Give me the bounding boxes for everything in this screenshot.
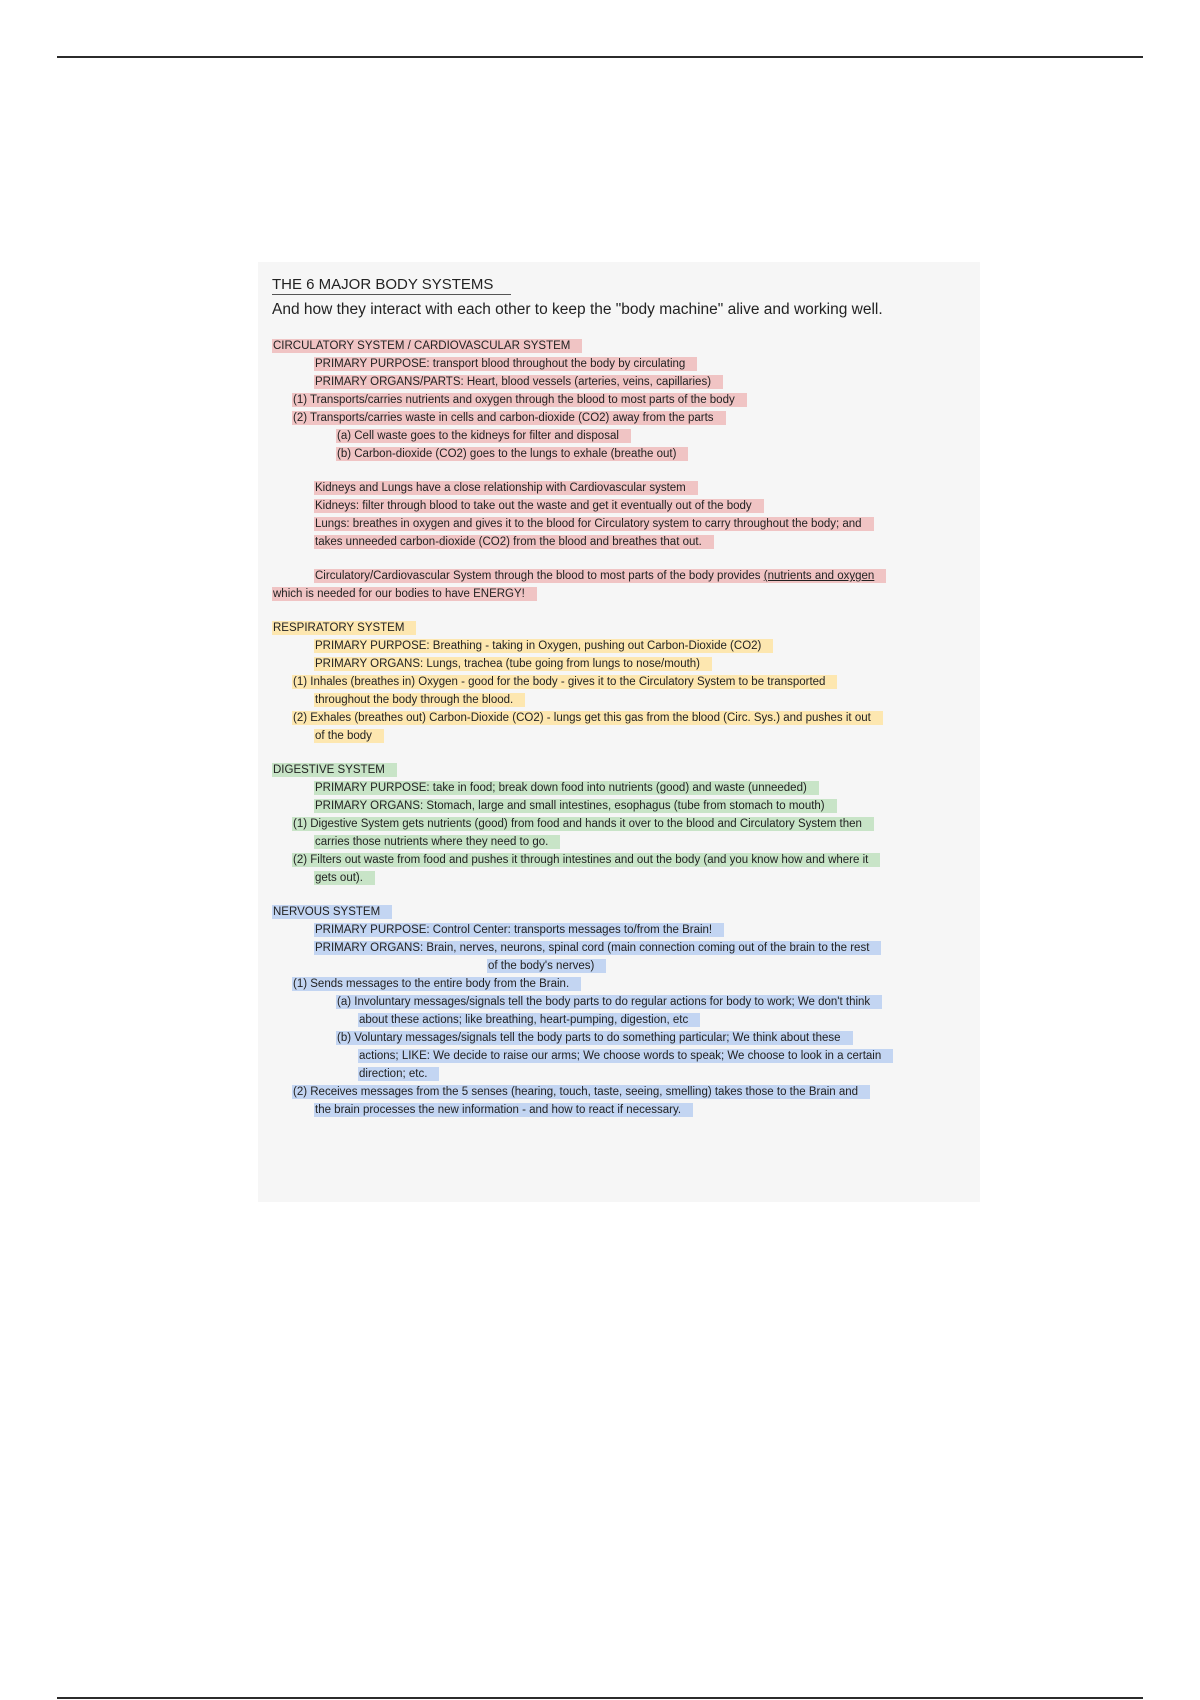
- document-title: THE 6 MAJOR BODY SYSTEMS: [272, 276, 511, 295]
- nervous-heading: NERVOUS SYSTEM: [272, 905, 392, 919]
- digestive-purpose: PRIMARY PURPOSE: take in food; break down food into nutrients (good) and waste (unneeded): [314, 781, 819, 795]
- nervous-item-1a-cont: about these actions; like breathing, heart-pumping, digestion, etc: [358, 1013, 700, 1027]
- nervous-item-1: (1) Sends messages to the entire body from the Brain.: [292, 977, 581, 991]
- respiratory-section: [272, 619, 972, 745]
- nervous-section: [272, 903, 972, 1119]
- circulatory-lungs-line-2: takes unneeded carbon-dioxide (CO2) from the blood and breathes that out.: [314, 535, 714, 549]
- digestive-item-1-cont: carries those nutrients where they need to go.: [314, 835, 560, 849]
- respiratory-item-2: (2) Exhales (breathes out) Carbon-Dioxide (CO2) - lungs get this gas from the blood (Circ. Sys.) and pushes it out: [292, 711, 883, 725]
- circulatory-summary: Circulatory/Cardiovascular System through the blood to most parts of the body provides: [315, 570, 764, 582]
- nervous-item-1b-cont-2: direction; etc.: [358, 1067, 439, 1081]
- circulatory-heading: CIRCULATORY SYSTEM / CARDIOVASCULAR SYSTEM: [272, 339, 582, 353]
- respiratory-item-2-cont: of the body: [314, 729, 384, 743]
- circulatory-relation: Kidneys and Lungs have a close relationship with Cardiovascular system: [314, 481, 698, 495]
- digestive-item-2: (2) Filters out waste from food and pushes it through intestines and out the body (and you know how and where it: [292, 853, 880, 867]
- digestive-item-1: (1) Digestive System gets nutrients (good) from food and hands it over to the blood and Circulatory System then: [292, 817, 874, 831]
- nervous-organs-cont: of the body's nerves): [487, 959, 606, 973]
- bottom-rule: [57, 1697, 1143, 1699]
- circulatory-summary-line-2: which is needed for our bodies to have ENERGY!: [272, 587, 537, 601]
- nervous-organs: PRIMARY ORGANS: Brain, nerves, neurons, spinal cord (main connection coming out of the brain to the rest: [314, 941, 881, 955]
- respiratory-heading: RESPIRATORY SYSTEM: [272, 621, 416, 635]
- respiratory-organs: PRIMARY ORGANS: Lungs, trachea (tube going from lungs to nose/mouth): [314, 657, 712, 671]
- digestive-section: [272, 761, 972, 887]
- nervous-item-1b-cont-1: actions; LIKE: We decide to raise our arms; We choose words to speak; We choose to look in a certain: [358, 1049, 893, 1063]
- nervous-item-1b: (b) Voluntary messages/signals tell the body parts to do something particular; We think about these: [336, 1031, 853, 1045]
- nervous-item-1a: (a) Involuntary messages/signals tell the body parts to do regular actions for body to work; We don't think: [336, 995, 882, 1009]
- nervous-item-2: (2) Receives messages from the 5 senses (hearing, touch, taste, seeing, smelling) takes those to the Brain and: [292, 1085, 870, 1099]
- document-page: [258, 262, 980, 1202]
- digestive-organs: PRIMARY ORGANS: Stomach, large and small intestines, esophagus (tube from stomach to mouth): [314, 799, 837, 813]
- circulatory-item-2a: (a) Cell waste goes to the kidneys for filter and disposal: [336, 429, 631, 443]
- digestive-heading: DIGESTIVE SYSTEM: [272, 763, 397, 777]
- respiratory-item-1-cont: throughout the body through the blood.: [314, 693, 525, 707]
- circulatory-item-1: (1) Transports/carries nutrients and oxygen through the blood to most parts of the body: [292, 393, 747, 407]
- circulatory-section: [272, 337, 972, 603]
- respiratory-purpose: PRIMARY PURPOSE: Breathing - taking in Oxygen, pushing out Carbon-Dioxide (CO2): [314, 639, 773, 653]
- circulatory-item-2b: (b) Carbon-dioxide (CO2) goes to the lungs to exhale (breathe out): [336, 447, 688, 461]
- circulatory-purpose: PRIMARY PURPOSE: transport blood throughout the body by circulating: [314, 357, 697, 371]
- circulatory-item-2: (2) Transports/carries waste in cells and carbon-dioxide (CO2) away from the parts: [292, 411, 726, 425]
- nervous-purpose: PRIMARY PURPOSE: Control Center: transports messages to/from the Brain!: [314, 923, 724, 937]
- circulatory-summary-underlined: (nutrients and oxygen: [763, 570, 875, 582]
- circulatory-lungs-line-1: Lungs: breathes in oxygen and gives it to the blood for Circulatory system to carry throughout the body; and: [314, 517, 874, 531]
- circulatory-kidneys: Kidneys: filter through blood to take out the waste and get it eventually out of the body: [314, 499, 764, 513]
- top-rule: [57, 56, 1143, 58]
- digestive-item-2-cont: gets out).: [314, 871, 375, 885]
- circulatory-organs: PRIMARY ORGANS/PARTS: Heart, blood vessels (arteries, veins, capillaries): [314, 375, 723, 389]
- document-subtitle: And how they interact with each other to keep the "body machine" alive and working well.: [272, 301, 883, 318]
- respiratory-item-1: (1) Inhales (breathes in) Oxygen - good for the body - gives it to the Circulatory System to be transported: [292, 675, 837, 689]
- nervous-item-2-cont: the brain processes the new information - and how to react if necessary.: [314, 1103, 693, 1117]
